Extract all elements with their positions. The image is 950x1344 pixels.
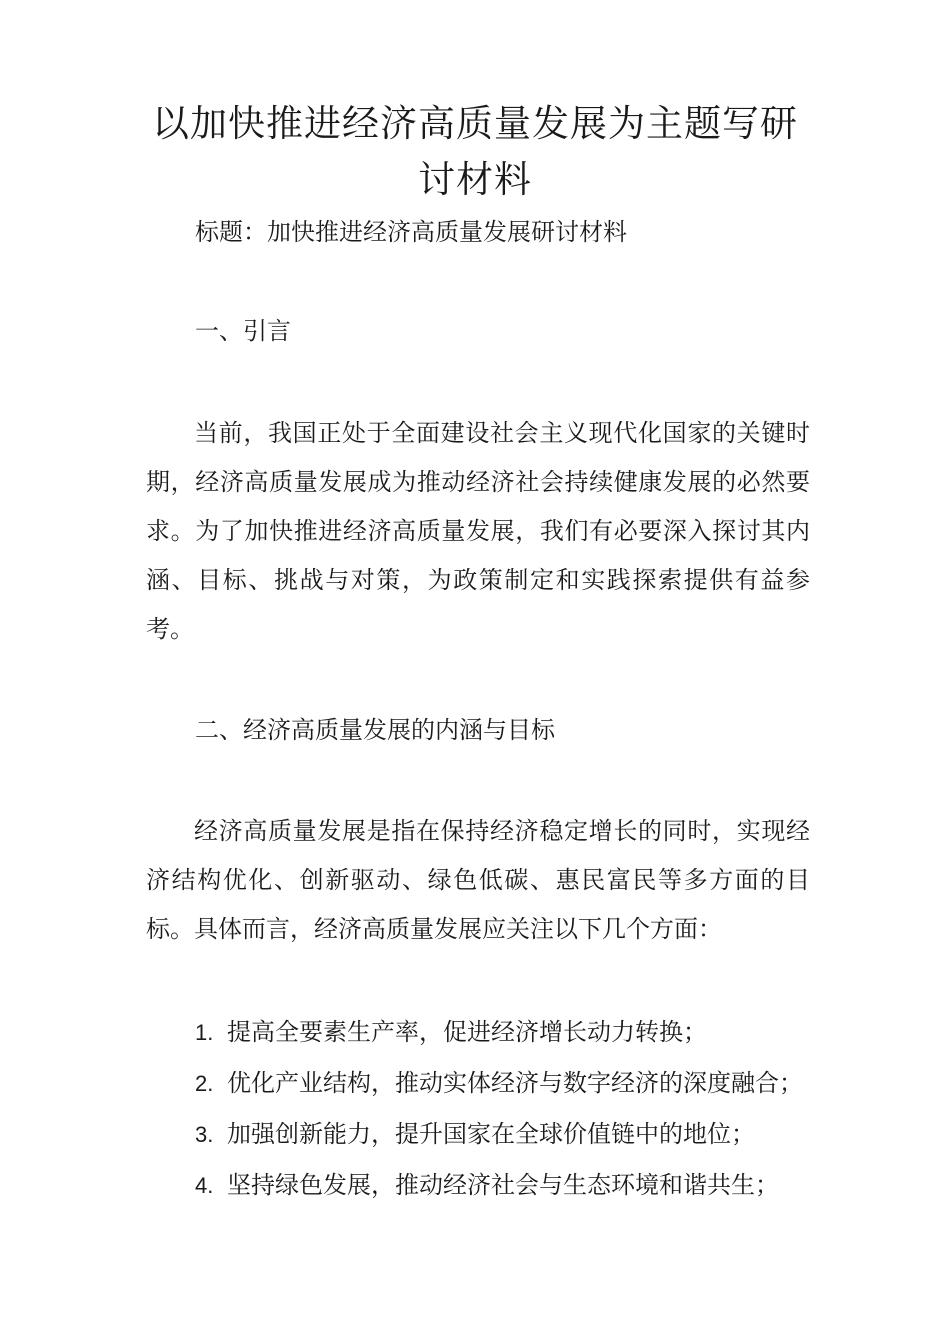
- section-heading-connotation: 二、经济高质量发展的内涵与目标: [195, 716, 555, 744]
- title-line-2: 讨材料: [418, 158, 532, 201]
- list-item: [195, 1167, 803, 1218]
- document-title: [100, 96, 850, 208]
- goals-list: [195, 1014, 803, 1218]
- list-item-number: 1.: [195, 1020, 214, 1045]
- list-item: [195, 1065, 803, 1116]
- list-item: [195, 1014, 803, 1065]
- connotation-paragraph: 经济高质量发展是指在保持经济稳定增长的同时，实现经济结构优化、创新驱动、绿色低碳、惠民富民等多方面的目标。具体而言，经济高质量发展应关注以下几个方面：: [146, 817, 810, 943]
- list-item-text: 加强创新能力，提升国家在全球价值链中的地位；: [227, 1120, 755, 1148]
- list-item-text: 坚持绿色发展，推动经济社会与生态环境和谐共生；: [227, 1171, 779, 1199]
- list-item-text: 提高全要素生产率，促进经济增长动力转换；: [227, 1018, 707, 1046]
- subtitle: 标题：加快推进经济高质量发展研讨材料: [195, 218, 627, 246]
- list-item-number: 3.: [195, 1122, 214, 1147]
- list-item-number: 2.: [195, 1071, 214, 1096]
- section-heading-intro: 一、引言: [195, 317, 291, 345]
- title-line-1: 以加快推进经济高质量发展为主题写研: [152, 102, 798, 145]
- list-item-number: 4.: [195, 1173, 214, 1198]
- list-item: [195, 1116, 803, 1167]
- list-item-text: 优化产业结构，推动实体经济与数字经济的深度融合；: [227, 1069, 803, 1097]
- intro-paragraph: 当前，我国正处于全面建设社会主义现代化国家的关键时期，经济高质量发展成为推动经济社会持续健康发展的必然要求。为了加快推进经济高质量发展，我们有必要深入探讨其内涵、目标、挑战与对策，为政策制定和实践探索提供有益参考。: [146, 419, 810, 643]
